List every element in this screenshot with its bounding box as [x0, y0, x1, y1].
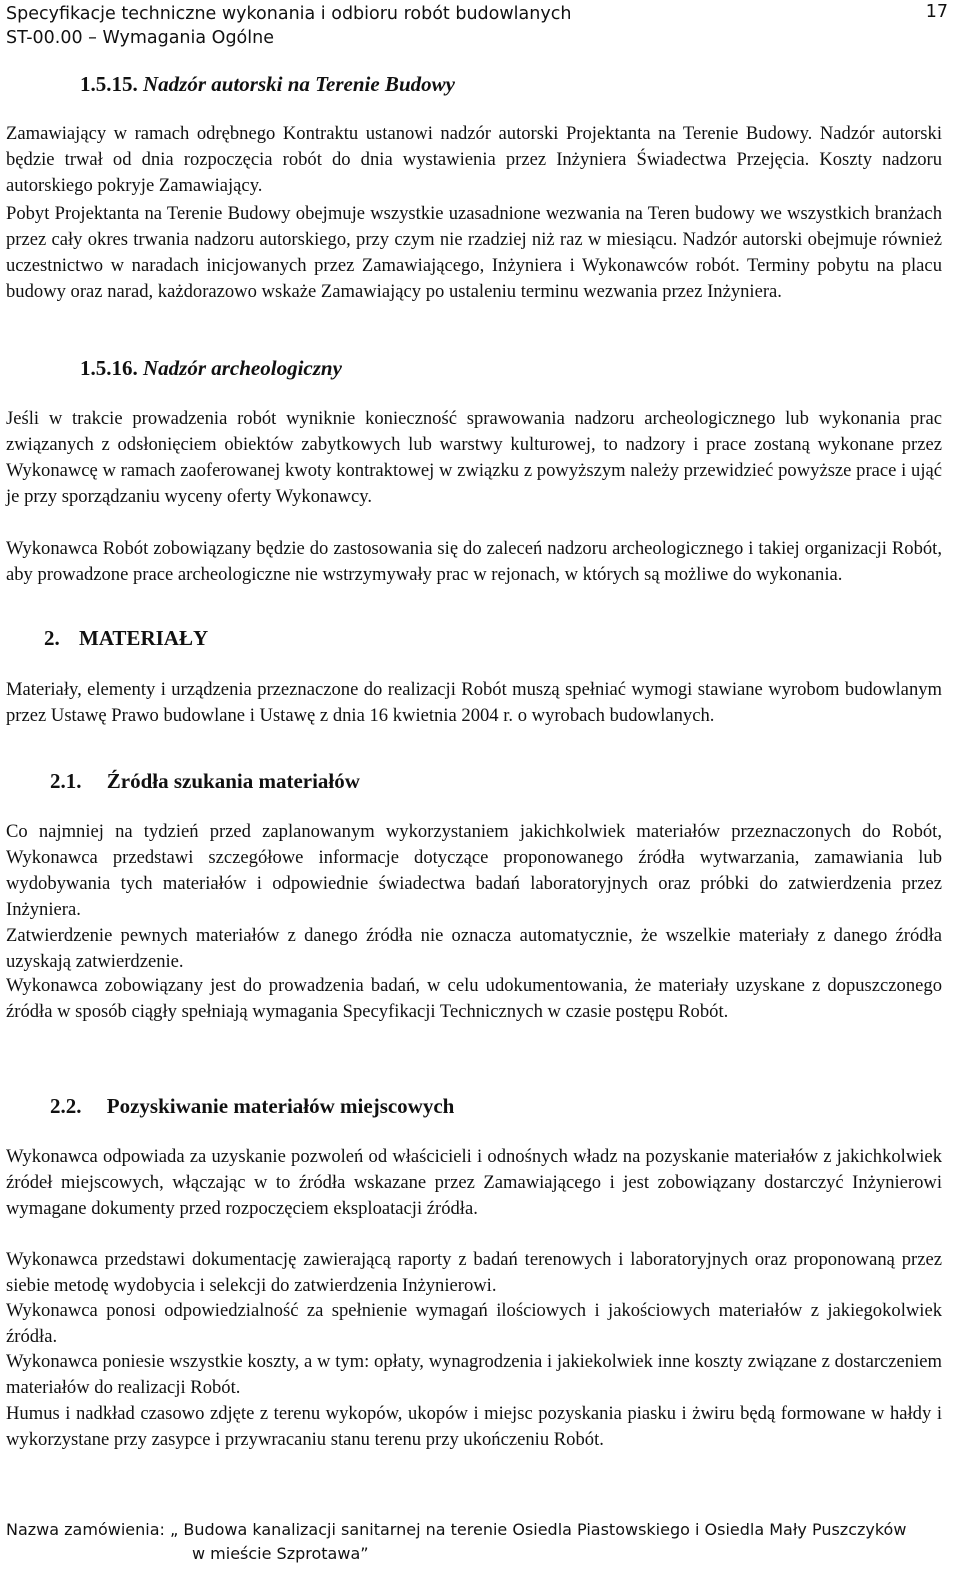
- paragraph: Wykonawca zobowiązany jest do prowadzenia badań, w celu udokumentowania, że materiały uzyskane z dopuszczonego źródła w sposób ciągły spełniają wymagania Specyfikacji Technicznych w czasie postępu Robót.: [6, 975, 942, 1022]
- section-heading-2-2: [50, 1094, 454, 1119]
- paragraph: Zatwierdzenie pewnych materiałów z danego źródła nie oznacza automatycznie, że wszelkie materiały z danego źródła uzyskają zatwierdzenie.: [6, 925, 942, 972]
- section-heading-1-5-15: [80, 72, 455, 97]
- footer-value: „ Budowa kanalizacji sanitarnej na terenie Osiedla Piastowskiego i Osiedla Mały Puszczyków: [169, 1520, 907, 1539]
- section-title: Źródła szukania materiałów: [106, 769, 360, 793]
- section-heading-2: [44, 626, 208, 651]
- paragraph: Wykonawca przedstawi dokumentację zawierającą raporty z badań terenowych i laboratoryjnych oraz proponowaną przez siebie metodę wydobycia i selekcji do zatwierdzenia Inżynierowi.: [6, 1249, 942, 1296]
- page-header: [6, 2, 954, 50]
- section-heading-2-1: [50, 769, 360, 794]
- header-title: Specyfikacje techniczne wykonania i odbioru robót budowlanych: [6, 4, 572, 24]
- paragraph: Jeśli w trakcie prowadzenia robót wyniknie konieczność sprawowania nadzoru archeologicznego lub wykonania prac związanych z odsłonięciem obiektów zabytkowych lub warstwy kulturowej, to nadzory i prace zostaną wykonane przez Wykonawcę w ramach zaoferowanej kwoty kontraktowej w związku z powyższym należy przewidzieć powyższe prace i ująć je przy sporządzaniu wyceny oferty Wykonawcy.: [6, 408, 942, 507]
- paragraph: Wykonawca poniesie wszystkie koszty, a w tym: opłaty, wynagrodzenia i jakiekolwiek inne koszty związane z dostarczeniem materiałów do realizacji Robót.: [6, 1351, 942, 1398]
- section-title: MATERIAŁY: [79, 626, 209, 650]
- section-number: 1.5.15.: [80, 72, 138, 96]
- paragraph: Wykonawca odpowiada za uzyskanie pozwoleń od właścicieli i odnośnych władz na pozyskanie materiałów z jakichkolwiek źródeł miejscowych, włączając w to źródła wskazane przez Zamawiającego i jest zobowiązany dostarczyć Inżynierowi wymagane dokumenty przed rozpoczęciem eksploatacji źródła.: [6, 1146, 942, 1219]
- paragraph: Pobyt Projektanta na Terenie Budowy obejmuje wszystkie uzasadnione wezwania na Teren budowy we wszystkich branżach przez cały okres trwania nadzoru autorskiego, przy czym nie rzadziej niż raz w miesiącu. Nadzór autorski obejmuje również uczestnictwo w naradach inicjowanych przez Zamawiającego, Inżyniera i Wykonawców robót. Terminy pobytu na placu budowy oraz narad, każdorazowo wskaże Zamawiający po ustaleniu terminu wezwania przez Inżyniera.: [6, 203, 942, 302]
- paragraph: Materiały, elementy i urządzenia przeznaczone do realizacji Robót muszą spełniać wymogi stawiane wyrobom budowlanym przez Ustawę Prawo budowlane i Ustawę z dnia 16 kwietnia 2004 r. o wyrobach budowlanych.: [6, 679, 942, 726]
- section-heading-1-5-16: [80, 356, 342, 381]
- section-number: 2.1.: [50, 769, 82, 793]
- paragraph: Co najmniej na tydzień przed zaplanowanym wykorzystaniem jakichkolwiek materiałów przeznaczonych do Robót, Wykonawca przedstawi szczegółowe informacje dotyczące proponowanego źródła wytwarzania, zamawiania lub wydobywania tych materiałów i odpowiednie świadectwa badań laboratoryjnych oraz próbki do zatwierdzenia przez Inżyniera.: [6, 821, 942, 920]
- paragraph: Wykonawca ponosi odpowiedzialność za spełnienie wymagań ilościowych i jakościowych materiałów z jakiegokolwiek źródła.: [6, 1300, 942, 1347]
- page-footer: [6, 1518, 954, 1566]
- page-number: 17: [925, 2, 948, 22]
- paragraph: Zamawiający w ramach odrębnego Kontraktu ustanowi nadzór autorski Projektanta na Terenie Budowy. Nadzór autorski będzie trwał od dnia rozpoczęcia robót do dnia wystawienia przez Inżyniera Świadectwa Przejęcia. Koszty nadzoru autorskiego pokryje Zamawiający.: [6, 123, 942, 196]
- section-title: Nadzór archeologiczny: [143, 356, 342, 380]
- section-number: 2.: [44, 626, 60, 650]
- header-subtitle: ST-00.00 – Wymagania Ogólne: [6, 28, 274, 48]
- footer-value-continued: w mieście Szprotawa”: [192, 1544, 369, 1563]
- paragraph: Wykonawca Robót zobowiązany będzie do zastosowania się do zaleceń nadzoru archeologicznego i takiej organizacji Robót, aby prowadzone prace archeologiczne nie wstrzymywały prac w rejonach, w których są możliwe do wykonania.: [6, 538, 942, 585]
- footer-label: Nazwa zamówienia:: [6, 1520, 170, 1539]
- section-title: Pozyskiwanie materiałów miejscowych: [106, 1094, 455, 1118]
- section-title: Nadzór autorski na Terenie Budowy: [143, 72, 455, 96]
- paragraph: Humus i nadkład czasowo zdjęte z terenu wykopów, ukopów i miejsc pozyskania piasku i żwiru będą formowane w hałdy i wykorzystane przy zasypce i przywracaniu stanu terenu przy ukończeniu Robót.: [6, 1403, 942, 1450]
- section-number: 1.5.16.: [80, 356, 138, 380]
- section-number: 2.2.: [50, 1094, 82, 1118]
